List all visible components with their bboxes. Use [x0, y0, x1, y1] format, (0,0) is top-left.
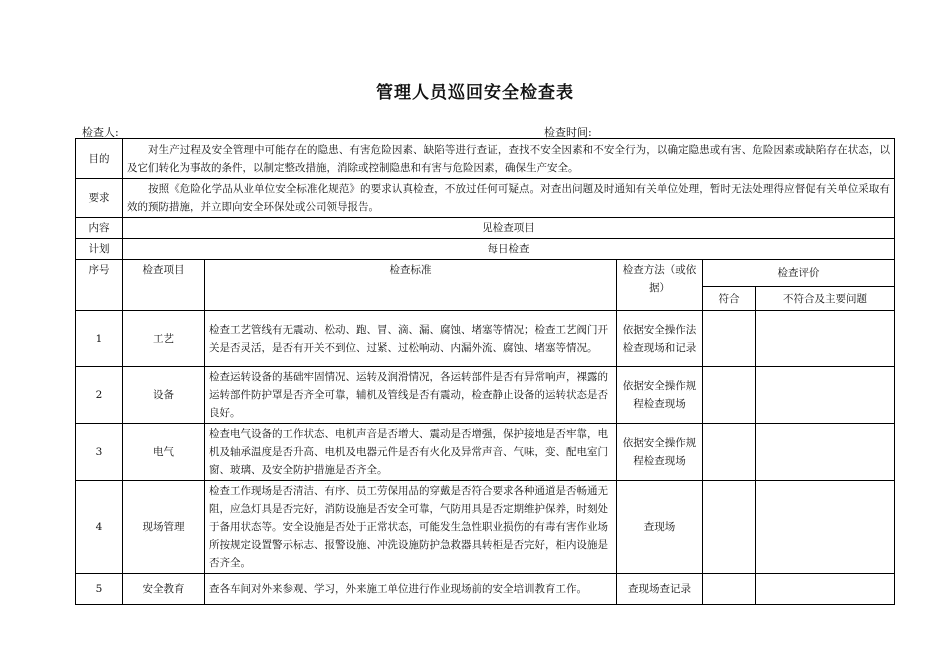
row-standard: 检查工作现场是否清洁、有序、员工劳保用品的穿戴是否符合要求各种通道是否畅通无阻，应急灯具是否完好，消防设施是否安全可靠，气防用具是否定期维护保养，时刻处于备用状态等。安全设施是否处于正常状态，可能发生急性职业损伤的有毒有害作业场所按规定设置警示标志、报警设施、冲洗设施防护急救器具转柜是否完好，柜内设施是否齐全。 — [205, 481, 617, 574]
row-method: 依据安全操作规程检查现场 — [617, 367, 703, 424]
header-method: 检查方法（或依据） — [617, 260, 703, 311]
row-method: 依据安全操作规程检查现场 — [617, 424, 703, 481]
row-no: 5 — [76, 574, 123, 605]
row-problem-cell[interactable] — [756, 481, 895, 574]
inspection-table — [75, 138, 895, 605]
requirement-label: 要求 — [76, 179, 123, 218]
row-conform-cell[interactable] — [703, 311, 756, 367]
inspector-label: 检查人: — [82, 126, 119, 139]
table-row — [76, 424, 895, 481]
row-conform-cell[interactable] — [703, 574, 756, 605]
header-row — [76, 260, 895, 287]
header-conform: 符合 — [703, 287, 756, 311]
purpose-row — [76, 139, 895, 179]
row-no: 1 — [76, 311, 123, 367]
row-standard: 查各车间对外来参观、学习，外来施工单位进行作业现场前的安全培训教育工作。 — [205, 574, 617, 605]
row-conform-cell[interactable] — [703, 481, 756, 574]
header-no: 序号 — [76, 260, 123, 311]
row-problem-cell[interactable] — [756, 311, 895, 367]
row-problem-cell[interactable] — [756, 574, 895, 605]
header-standard: 检查标准 — [205, 260, 617, 311]
content-row — [76, 218, 895, 239]
row-item: 安全教育 — [123, 574, 205, 605]
row-problem-cell[interactable] — [756, 367, 895, 424]
plan-row — [76, 239, 895, 260]
plan-label: 计划 — [76, 239, 123, 260]
purpose-label: 目的 — [76, 139, 123, 179]
row-standard: 检查运转设备的基础牢固情况、运转及润滑情况，各运转部件是否有异常响声，裸露的运转部件防护罩是否齐全可靠，辅机及管线是否有震动，检查静止设备的运转状态是否良好。 — [205, 367, 617, 424]
requirement-text: 按照《危险化学品从业单位安全标准化规范》的要求认真检查，不放过任何可疑点。对查出问题及时通知有关单位处理，暂时无法处理得应督促有关单位采取有效的预防措施，并立即向安全环保处或公司领导报告。 — [123, 179, 895, 218]
page-title: 管理人员巡回安全检查表 — [376, 83, 574, 103]
content-value: 见检查项目 — [123, 218, 895, 239]
header-nonconform: 不符合及主要问题 — [756, 287, 895, 311]
row-item: 现场管理 — [123, 481, 205, 574]
table-row — [76, 367, 895, 424]
row-item: 工艺 — [123, 311, 205, 367]
row-method: 查现场 — [617, 481, 703, 574]
header-evaluation: 检查评价 — [703, 260, 895, 287]
row-no: 3 — [76, 424, 123, 481]
content-label: 内容 — [76, 218, 123, 239]
row-method: 依据安全操作法检查现场和记录 — [617, 311, 703, 367]
row-no: 4 — [76, 481, 123, 574]
purpose-text: 对生产过程及安全管理中可能存在的隐患、有害危险因素、缺陷等进行查证，查找不安全因素和不安全行为，以确定隐患或有害、危险因素或缺陷存在状态，以及它们转化为事故的条件，以制定整改措施，消除或控制隐患和有害与危险因素，确保生产安全。 — [123, 139, 895, 179]
row-method: 查现场查记录 — [617, 574, 703, 605]
table-row — [76, 574, 895, 605]
header-item: 检查项目 — [123, 260, 205, 311]
table-row — [76, 481, 895, 574]
row-no: 2 — [76, 367, 123, 424]
row-conform-cell[interactable] — [703, 424, 756, 481]
requirement-row — [76, 179, 895, 218]
row-standard: 检查工艺管线有无震动、松动、跑、冒、滴、漏、腐蚀、堵塞等情况；检查工艺阀门开关是否灵活，是否有开关不到位、过紧、过松响动、内漏外流、腐蚀、堵塞等情况。 — [205, 311, 617, 367]
table-row — [76, 311, 895, 367]
inspection-time-label: 检查时间: — [544, 126, 592, 139]
row-conform-cell[interactable] — [703, 367, 756, 424]
row-item: 电气 — [123, 424, 205, 481]
plan-value: 每日检查 — [123, 239, 895, 260]
row-standard: 检查电气设备的工作状态、电机声音是否增大、震动是否增强，保护接地是否牢靠，电机及轴承温度是否升高、电机及电器元件是否有火化及异常声音、气味，变、配电室门窗、玻璃、及安全防护措施是否齐全。 — [205, 424, 617, 481]
row-item: 设备 — [123, 367, 205, 424]
row-problem-cell[interactable] — [756, 424, 895, 481]
